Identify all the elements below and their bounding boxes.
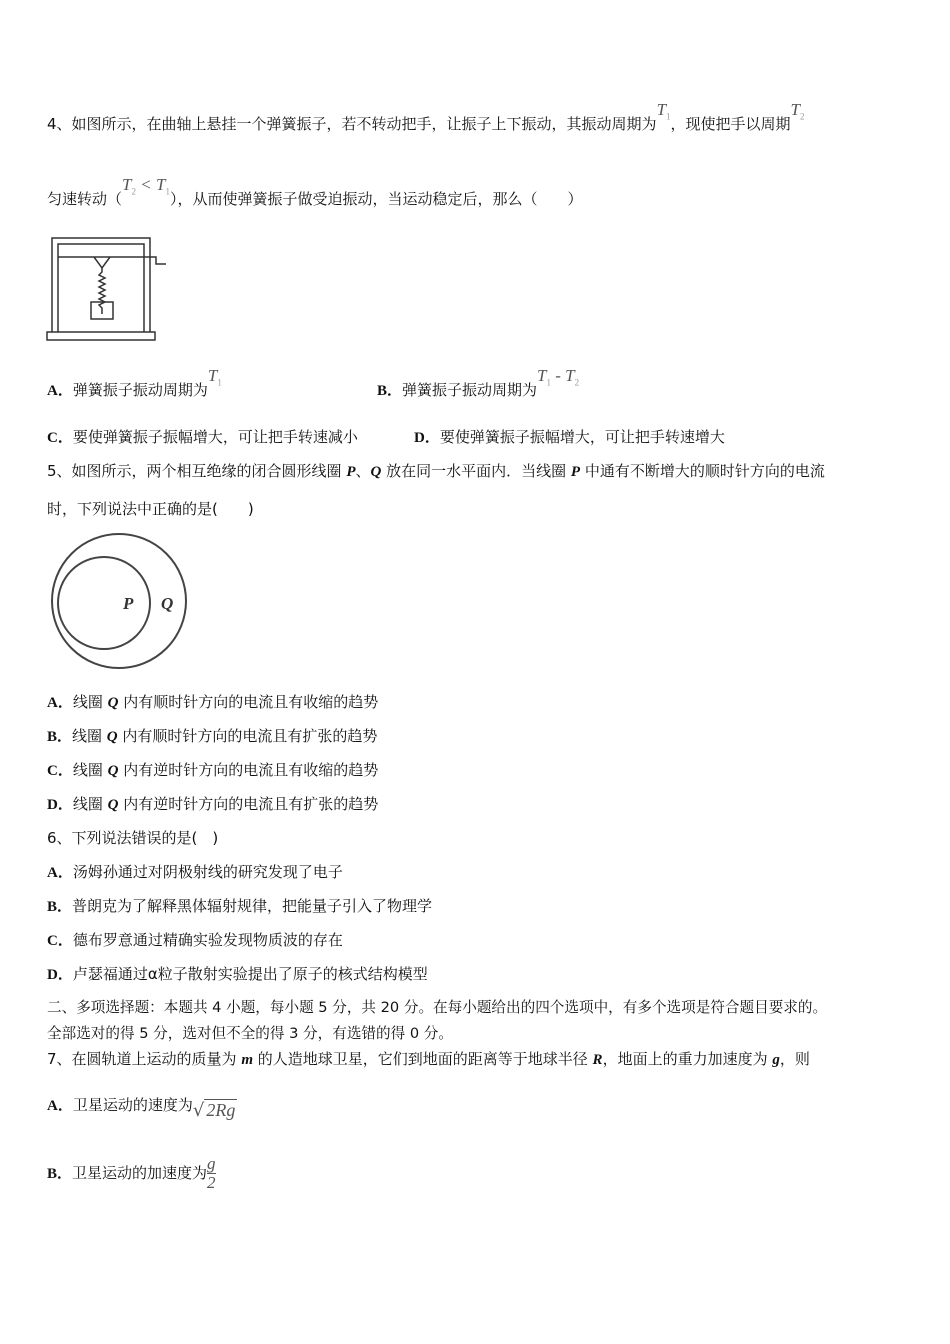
var: m [241, 1052, 253, 1068]
text: 中通有不断增大的顺时针方向的电流 [580, 462, 825, 480]
text: 要使弹簧振子振幅增大，可让把手转速减小 [72, 428, 358, 446]
sqrt-sign: √ [192, 1100, 205, 1121]
q4-option-d [414, 427, 725, 448]
q6-stem [47, 828, 218, 848]
label: B． [47, 899, 73, 915]
label: D． [47, 797, 73, 813]
q5-option-d [47, 794, 378, 815]
q5-stem-line2 [47, 499, 254, 519]
text: 二、多项选择题：本题共 4 小题，每小题 5 分，共 20 分。在每小题给出的四个选项中，有多个选项是符合题目要求的。 [47, 999, 828, 1016]
formula: 2Rg [206, 1100, 236, 1120]
section2-scoring [47, 1024, 453, 1044]
text: 放在同一水平面内．当线圈 [381, 462, 571, 480]
text: 线圈 [72, 727, 107, 745]
label: C． [47, 430, 73, 446]
text: 匀速转动（ [47, 190, 123, 208]
var: Q [107, 695, 119, 711]
math-condition [122, 175, 170, 197]
var: g [772, 1052, 780, 1068]
sub: 1 [666, 111, 671, 122]
text: ，则 [779, 1050, 810, 1068]
label: A． [47, 383, 73, 399]
text: 要使弹簧振子振幅增大，可让把手转速增大 [439, 428, 725, 446]
math-T1 [656, 100, 671, 122]
var: Q [370, 464, 382, 480]
q6-option-b [47, 896, 432, 917]
text: 德布罗意通过精确实验发现物质波的存在 [72, 931, 343, 949]
label: A． [47, 695, 73, 711]
coil-p-label: P [123, 594, 134, 613]
var: P [570, 464, 581, 480]
q5-option-a [47, 692, 378, 713]
var: Q [107, 797, 119, 813]
sub: 2 [131, 186, 136, 197]
q6-option-a [47, 862, 343, 883]
sub: 1 [217, 377, 222, 388]
q5-option-c [47, 760, 378, 781]
text: 卢瑟福通过α粒子散射实验提出了原子的核式结构模型 [72, 965, 428, 983]
spring-oscillator-figure [44, 232, 169, 344]
q7-option-a [47, 1094, 237, 1121]
math-T2 [790, 100, 805, 122]
coil-q-label: Q [161, 594, 174, 613]
q5-stem-line1 [47, 461, 825, 482]
label: A． [47, 865, 73, 881]
text: 线圈 [72, 761, 108, 779]
text: ），从而使弹簧振子做受迫振动，当运动稳定后，那么（ ） [169, 190, 583, 208]
text: ，地面上的重力加速度为 [602, 1050, 773, 1068]
var: Q [106, 729, 118, 745]
text: 汤姆孙通过对阴极射线的研究发现了电子 [72, 863, 343, 881]
text: 内有顺时针方向的电流且有收缩的趋势 [118, 693, 379, 711]
t: T [656, 100, 667, 119]
label: D． [414, 430, 440, 446]
lt: < [140, 175, 152, 194]
q7-option-b [47, 1155, 216, 1192]
t: T [155, 175, 166, 194]
text: 全部选对的得 5 分，选对但不全的得 3 分，有选错的得 0 分。 [47, 1025, 453, 1042]
text: 的人造地球卫星，它们到地面的距离等于地球半径 [253, 1050, 593, 1068]
text: 6、下列说法错误的是( ) [47, 829, 219, 847]
t: T [122, 175, 132, 194]
text: 7、在圆轨道上运动的质量为 [47, 1050, 242, 1068]
t: T [565, 366, 575, 385]
var: P [346, 464, 356, 480]
text: 、 [355, 462, 371, 480]
q4-option-a [47, 366, 222, 406]
q4-option-c [47, 427, 358, 448]
q6-option-c [47, 930, 343, 951]
text: 时，下列说法中正确的是( ) [47, 500, 254, 518]
text: 卫星运动的速度为 [72, 1096, 193, 1114]
t: T [790, 100, 801, 119]
var: Q [107, 763, 119, 779]
label: B． [377, 383, 403, 399]
t: T [207, 366, 218, 385]
fraction [207, 1155, 216, 1192]
text: 弹簧振子振动周期为 [402, 381, 538, 399]
q4-stem-line1 [47, 100, 805, 140]
text: 普朗克为了解释黑体辐射规律，把能量子引入了物理学 [72, 897, 433, 915]
q6-option-d [47, 964, 428, 985]
q4-option-b [377, 366, 580, 406]
label: C． [47, 763, 73, 779]
text: 内有顺时针方向的电流且有扩张的趋势 [117, 727, 378, 745]
text: 内有逆时针方向的电流且有收缩的趋势 [118, 761, 379, 779]
math [207, 366, 222, 388]
math [537, 366, 580, 388]
var: R [592, 1052, 603, 1068]
sub: 1 [165, 186, 170, 197]
sub: 2 [574, 377, 580, 388]
text: 卫星运动的加速度为 [72, 1164, 208, 1182]
q4-stem-line2 [47, 175, 583, 215]
label: B． [47, 1166, 73, 1182]
text: 内有逆时针方向的电流且有扩张的趋势 [118, 795, 379, 813]
text: 线圈 [72, 795, 108, 813]
label: B． [47, 729, 73, 745]
text: 4、如图所示，在曲轴上悬挂一个弹簧振子，若不转动把手，让振子上下振动，其振动周期为 [47, 115, 657, 133]
sub: 2 [800, 111, 805, 122]
label: A． [47, 1098, 73, 1114]
q5-option-b [47, 726, 377, 747]
numerator: g [207, 1154, 216, 1173]
denominator: 2 [207, 1173, 216, 1192]
t: T [537, 366, 547, 385]
text: 弹簧振子振动周期为 [72, 381, 208, 399]
text: ，现使把手以周期 [670, 115, 791, 133]
section2-heading [47, 998, 827, 1018]
label: C． [47, 933, 73, 949]
sub: 1 [546, 377, 551, 388]
minus: - [555, 366, 561, 385]
text: 线圈 [72, 693, 108, 711]
text: 5、如图所示，两个相互绝缘的闭合圆形线圈 [47, 462, 347, 480]
q7-stem [47, 1049, 810, 1070]
label: D． [47, 967, 73, 983]
